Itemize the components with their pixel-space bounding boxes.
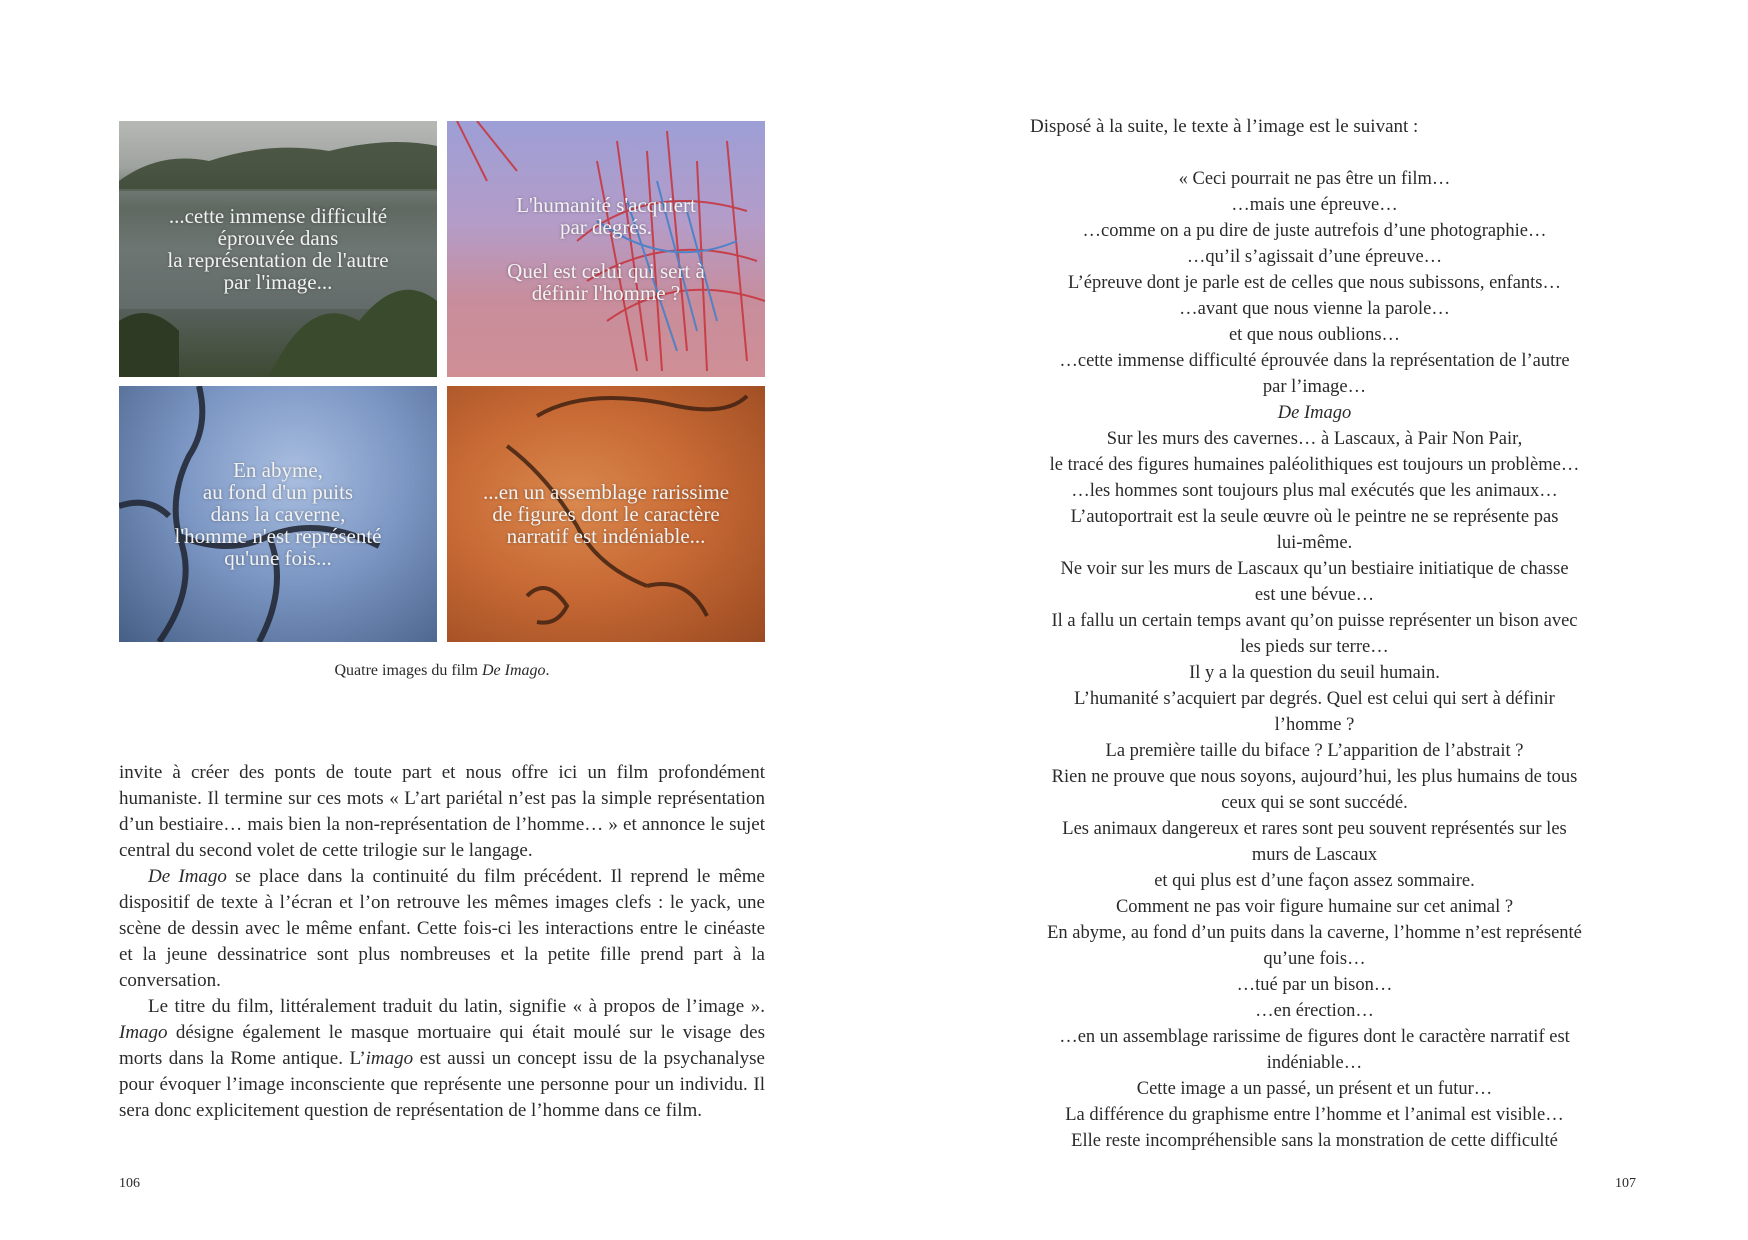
transcript-line: est une bévue…	[1254, 585, 1375, 605]
right-page	[874, 0, 1748, 1240]
transcript-line: …avant que nous vienne la parole…	[1179, 299, 1450, 319]
caption-gap	[447, 238, 765, 260]
transcript-line: « Ceci pourrait ne pas être un film…	[1178, 169, 1451, 189]
transcript-line: L’autoportrait est la seule œuvre où le peintre ne se représente pas	[1070, 507, 1559, 527]
film-title: De Imago	[148, 866, 227, 887]
film-still-river	[119, 121, 437, 377]
caption-line: L'humanité s'acquiert	[516, 193, 696, 217]
transcript-line: les pieds sur terre…	[1240, 637, 1389, 657]
left-body-text	[119, 760, 765, 1124]
page-number: 106	[119, 1176, 140, 1191]
paragraph	[119, 994, 765, 1124]
transcript-line: En abyme, au fond d’un puits dans la caverne, l’homme n’est représenté	[1047, 923, 1582, 943]
film-text-transcript	[1024, 166, 1605, 1154]
transcript-line: lui-même.	[1276, 533, 1353, 553]
film-still-caption	[447, 481, 765, 547]
transcript-line: Elle reste incompréhensible sans la monstration de cette difficulté	[1071, 1131, 1558, 1151]
transcript-line: La première taille du biface ? L’apparition de l’abstrait ?	[1105, 741, 1524, 761]
transcript-line: …en érection…	[1255, 1001, 1374, 1021]
transcript-line: L’humanité s’acquiert par degrés. Quel est celui qui sert à définir	[1074, 689, 1555, 709]
caption-film-title: De Imago	[481, 662, 546, 679]
transcript-line: l’homme ?	[1274, 715, 1355, 735]
film-still-cave-map	[119, 386, 437, 642]
transcript-line: De Imago	[1277, 403, 1352, 423]
film-still-caption	[119, 205, 437, 293]
caption-line: En abyme,	[233, 458, 323, 482]
transcript-line: le tracé des figures humaines paléolithiques est toujours un problème…	[1049, 455, 1580, 475]
paragraph	[119, 864, 765, 994]
film-still-drawing	[447, 121, 765, 377]
transcript-line: …les hommes sont toujours plus mal exécutés que les animaux…	[1071, 481, 1558, 501]
caption-line: narratif est indéniable...	[506, 524, 706, 548]
caption-line: Quel est celui qui sert à	[507, 259, 705, 283]
caption-line: l'homme n'est représenté	[174, 524, 382, 548]
italic-term: Imago	[119, 1022, 168, 1043]
caption-line: ...en un assemblage rarissime	[482, 480, 730, 504]
caption-line: ...cette immense difficulté	[168, 204, 388, 228]
intro-line: Disposé à la suite, le texte à l’image est le suivant :	[1030, 116, 1419, 137]
paragraph-text: est aussi un concept issu de la psychanalyse pour évoquer l’image inconsciente que représente une personne pour un individu. Il sera donc explicitement question de représentation de l’homme dans ce film.	[119, 1048, 765, 1121]
transcript-line: La différence du graphisme entre l’homme et l’animal est visible…	[1065, 1105, 1564, 1125]
caption-line: qu'une fois...	[224, 546, 332, 570]
italic-term: imago	[365, 1048, 414, 1069]
caption-line: par l'image...	[223, 270, 333, 294]
transcript-line: Comment ne pas voir figure humaine sur cet animal ?	[1115, 897, 1514, 917]
transcript-line: Sur les murs des cavernes… à Lascaux, à Pair Non Pair,	[1106, 429, 1523, 449]
transcript-line: …cette immense difficulté éprouvée dans la représentation de l’autre	[1059, 351, 1570, 371]
transcript-line: ceux qui se sont succédé.	[1221, 793, 1408, 813]
transcript-line: …qu’il s’agissait d’une épreuve…	[1186, 247, 1443, 267]
transcript-line: …comme on a pu dire de juste autrefois d’une photographie…	[1082, 221, 1547, 241]
paragraph: invite à créer des ponts de toute part et nous offre ici un film profondément humaniste. Il termine sur ces mots « L’art pariétal n’est pas la simple représentation d’un bestiaire… mais bien la non-représentation de l’homme… » et annonce le sujet central du second volet de cette trilogie sur le langage.	[119, 762, 765, 861]
transcript-line: par l’image…	[1262, 377, 1367, 397]
caption-line: de figures dont le caractère	[492, 502, 720, 526]
transcript-line: Rien ne prouve que nous soyons, aujourd’hui, les plus humains de tous	[1051, 767, 1578, 787]
film-still-cave-painting	[447, 386, 765, 642]
caption-line: éprouvée dans	[217, 226, 339, 250]
caption-line: au fond d'un puits	[202, 480, 354, 504]
transcript-line: …mais une épreuve…	[1231, 195, 1398, 215]
transcript-line: Les animaux dangereux et rares sont peu souvent représentés sur les	[1062, 819, 1567, 839]
paragraph-text: désigne également le masque mortuaire qui était moulé sur le visage des morts dans la Rome antique. L’	[119, 1022, 765, 1069]
transcript-line: et qui plus est d’une façon assez sommaire.	[1154, 871, 1475, 891]
transcript-line: …en un assemblage rarissime de figures dont le caractère narratif est	[1059, 1027, 1570, 1047]
figure-caption	[119, 662, 765, 680]
transcript-line: L’épreuve dont je parle est de celles que nous subissons, enfants…	[1067, 273, 1562, 293]
film-still-caption	[119, 459, 437, 569]
transcript-line: murs de Lascaux	[1251, 845, 1378, 865]
transcript-line: Ne voir sur les murs de Lascaux qu’un bestiaire initiatique de chasse	[1060, 559, 1569, 579]
caption-line: dans la caverne,	[210, 502, 346, 526]
film-stills-grid	[119, 121, 765, 641]
transcript-line: Il a fallu un certain temps avant qu’on puisse représenter un bison avec	[1051, 611, 1578, 631]
transcript-line: …tué par un bison…	[1236, 975, 1393, 995]
film-still-caption	[447, 194, 765, 304]
caption-line: par degrés.	[559, 215, 653, 239]
paragraph-text: se place dans la continuité du film précédent. Il reprend le même dispositif de texte à l’écran et l’on retrouve les mêmes images clefs : le yack, une scène de dessin avec le même enfant. Cette fois-ci les interactions entre le cinéaste et la jeune dessinatrice sont plus nombreuses et la petite fille prend part à la conversation.	[119, 866, 765, 991]
transcript-line: Il y a la question du seuil humain.	[1189, 663, 1440, 683]
paragraph-text: Le titre du film, littéralement traduit du latin, signifie « à propos de l’image ».	[148, 996, 765, 1017]
transcript-line: et que nous oublions…	[1228, 325, 1401, 345]
caption-line: définir l'homme ?	[531, 281, 681, 305]
transcript-line: indéniable…	[1266, 1053, 1363, 1073]
caption-period: .	[545, 662, 550, 679]
page-number: 107	[1615, 1176, 1636, 1191]
caption-line: la représentation de l'autre	[167, 248, 389, 272]
transcript-line: qu’une fois…	[1263, 949, 1366, 969]
caption-text: Quatre images du film	[334, 662, 482, 679]
transcript-line: Cette image a un passé, un présent et un futur…	[1136, 1079, 1493, 1099]
